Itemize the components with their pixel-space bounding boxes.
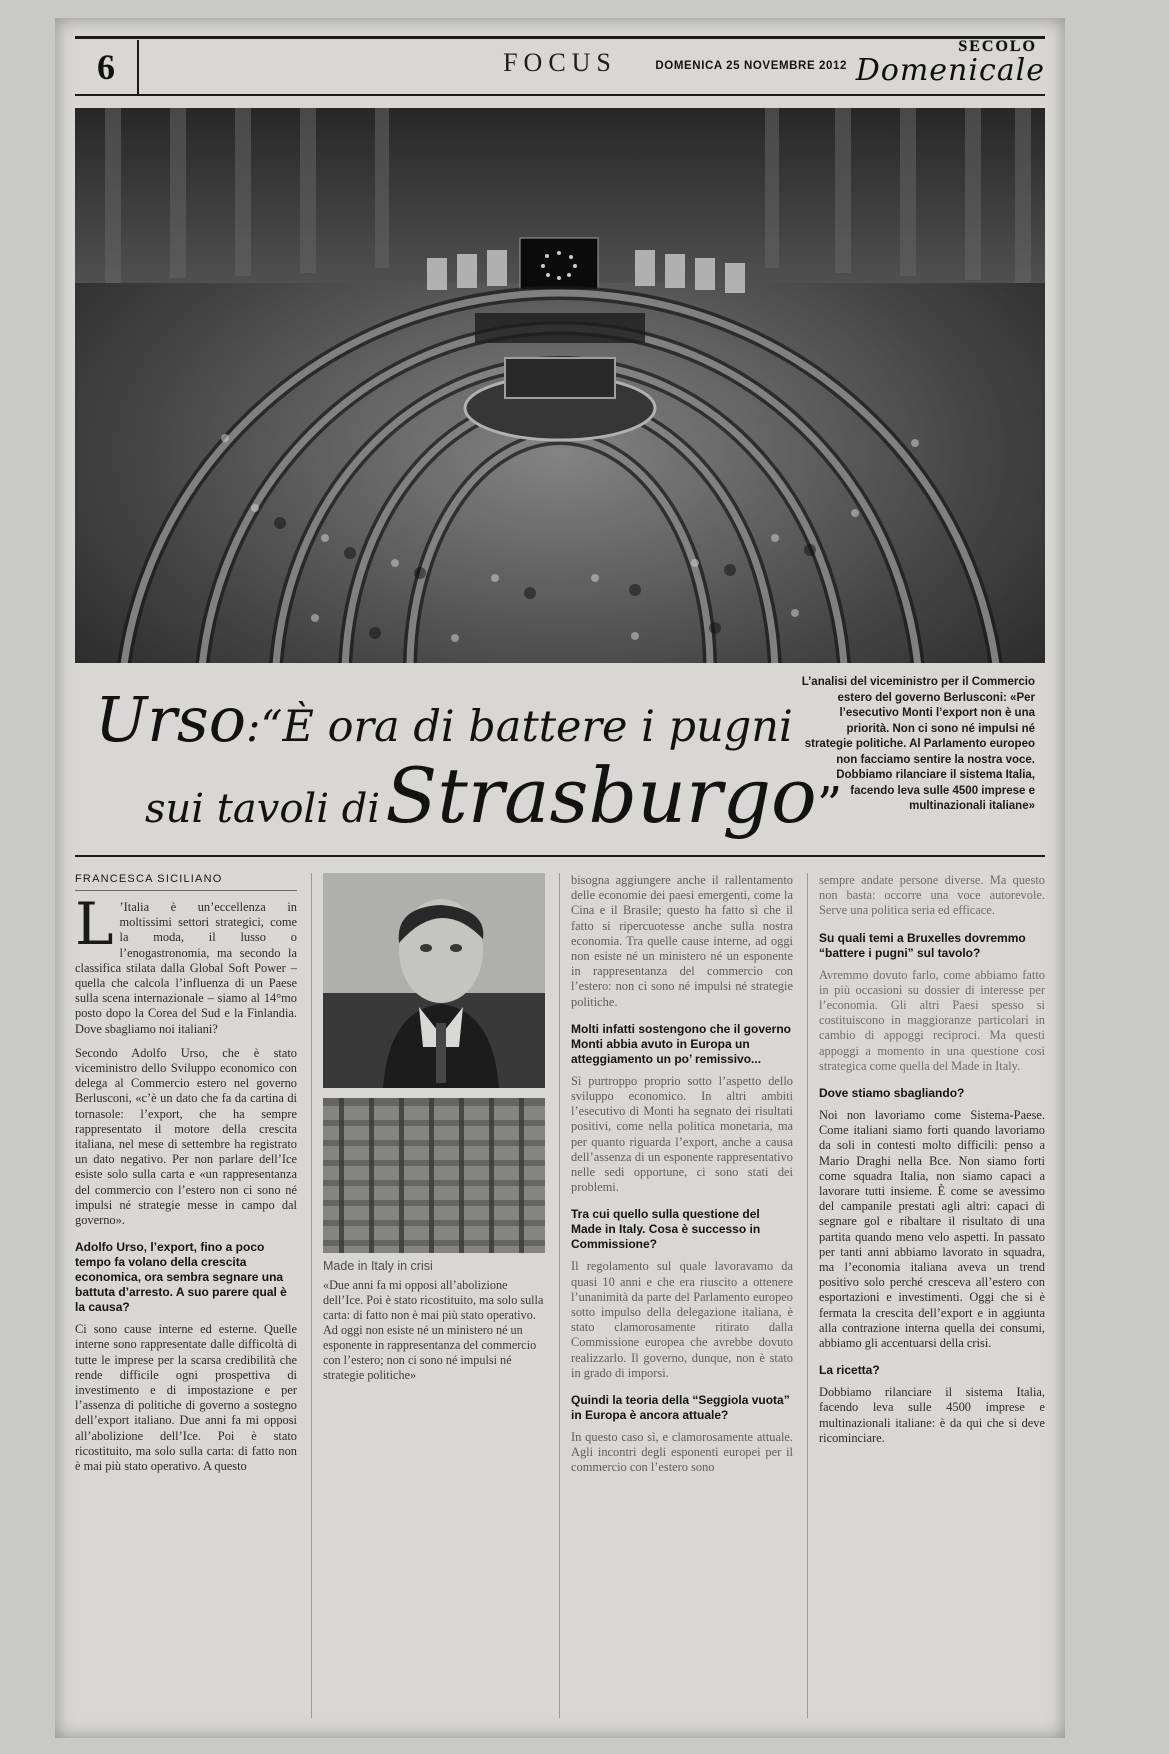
parliament-photo	[75, 108, 1045, 663]
photo-caption-title: Made in Italy in crisi	[323, 1259, 433, 1273]
paragraph: bisogna aggiungere anche il rallentamento delle economie dei paesi emergenti, come la Cina e il Brasile; questo ha fatto sì che il fatto si ripercuotesse anche sulla nostra economia. Tra quelle cause interne, ad oggi non esiste né un ministero né un esponente in rappresentanza del commercio con l’estero: non ci sono né impulsi né strategie politiche.	[571, 873, 793, 1009]
headline-sub: sui tavoli di	[145, 786, 381, 832]
question: Molti infatti sostengono che il governo Monti abbia avuto in Europa un atteggiamento un po’ remissivo...	[571, 1021, 792, 1066]
newspaper-logo	[855, 38, 1045, 94]
section-title: FOCUS	[503, 48, 617, 77]
question: Quindi la teoria della “Seggiola vuota” in Europa è ancora attuale?	[571, 1393, 790, 1423]
column-divider-1	[311, 873, 312, 1718]
headline-line-1	[95, 683, 793, 756]
logo-top-text: SECOLO	[958, 38, 1037, 55]
question: Adolfo Urso, l’export, fino a poco tempo fa volano della crescita economica, ora sembra segnare una battuta d’arresto. A suo parere qual è la causa?	[75, 1240, 287, 1315]
headline-quote-1: “È ora di battere i pugni	[260, 702, 793, 752]
headline-line-2	[145, 751, 842, 840]
photo-caption-text: «Due anni fa mi opposi all’abolizione dell’Ice. Poi è stato ricostituito, ma solo sulla carta: di fatto non è mai più stato operativo. Ad oggi non esiste né un ministero né un esponente in rappresentanza del commercio con l’estero; non ci sono né impulsi né strategie politiche»	[323, 1278, 544, 1382]
headline-closing-quote: ”	[816, 776, 843, 834]
answer: Il regolamento sul quale lavoravamo da quasi 10 anni e che era riuscito a ottenere l’unanimità da parte del Parlamento europeo sotto impulso della delegazione italiana, è stato clamorosamente ritirato dalla Commissione europea che avrebbe dovuto realizzarlo. Il governo, dunque, non è stato in grado di imporsi.	[571, 1259, 793, 1380]
headline-place: Strasburgo	[385, 751, 817, 840]
headline-name: Urso	[95, 683, 247, 756]
lead-paragraph	[75, 890, 297, 1037]
column-3	[571, 873, 793, 1485]
column-divider-2	[559, 873, 560, 1718]
answer: Dobbiamo rilanciare il sistema Italia, facendo leva sulle 4500 imprese e multinazionali italiane: è da qui che si deve ricominciare.	[819, 1385, 1045, 1445]
answer: In questo caso sì, e clamorosamente attuale. Agli incontri degli esponenti europei per il commercio con l’estero sono	[571, 1430, 793, 1475]
column-2	[323, 873, 545, 1383]
urso-portrait-photo	[323, 873, 545, 1088]
column-4	[819, 873, 1045, 1455]
headline-rule	[75, 855, 1045, 857]
lead-paragraph-text: ’Italia è un’eccellenza in moltissimi settori strategici, come la moda, il lusso o l’enogastronomia, ma secondo la classifica stilata dalla Global Soft Power – quella che calcola l’influenza di un Paese sulla scena internazionale – siamo al 14°mo posto dopo la Corea del Sud e la Finlandia. Dove sbagliamo noi italiani?	[75, 900, 297, 1036]
drop-cap: L	[75, 890, 114, 958]
page-sheet	[55, 18, 1065, 1738]
answer: Avremmo dovuto farlo, come abbiamo fatto in più occasioni su dossier di interesse per l’economia. Gli altri Paesi spesso si costituiscono in maggioranze particolari in cambio di appoggi reciproci. Ma questi appoggi a momento in una questione così strategica come quella del Made in Italy.	[819, 967, 1045, 1073]
answer: Sì purtroppo proprio sotto l’aspetto dello sviluppo economico. In altri ambiti l’esecutivo di Monti ha segnato dei risultati positivi, come nella politica monetaria, ma per quanto riguarda l’export, anche a causa dell’assenza di un esponente rappresentativo nelle sedi opportune, ci sono stati dei problemi.	[571, 1073, 793, 1195]
question: Dove stiamo sbagliando?	[819, 1086, 965, 1101]
building-photo	[323, 1098, 545, 1253]
masthead-rule-bottom	[75, 94, 1045, 96]
question: La ricetta?	[819, 1363, 880, 1378]
logo-main-text: Domenicale	[855, 53, 1045, 88]
answer: Noi non lavoriamo come Sistema-Paese. Come italiani siamo forti quando lavoriamo da soli in contesti molto difficili: penso a Mario Draghi nella Bce. Non siamo forti come squadra Italia, non siamo capaci a lavorare tutti insieme. È come se avessimo del campanile prestati agli altri: capaci di segnare gol e ribaltare il risultato di una partita quando meno velo aspetti. In passato per tanti anni abbiamo lavorato in squadra, ma l’economia italiana aveva un trend positivo solo perché cresceva all’estero con esportazioni e investimenti. Oggi che si è fermata la crescita dell’export e in aggiunta alla contrazione interna quella dei consumi, abbiamo gli accentuarsi della crisi.	[819, 1108, 1045, 1351]
article-columns	[75, 873, 1045, 1718]
column-divider-3	[807, 873, 808, 1718]
paragraph: Secondo Adolfo Urso, che è stato viceministro dello Sviluppo economico con delega al Commercio estero nel governo Berlusconi, «c’è un dato che fa da cartina di tornasole: l’export, che ha sempre rappresentato il motore della crescita italiana, nel mese di settembre ha registrato un dato negativo. Per non parlare dell’Ice esiste solo sulla carta e «un rappresentanza del commercio con l’estero non ci sono né impulsi né strategie messe in campo dal governo».	[75, 1045, 297, 1228]
column-1	[75, 873, 297, 1483]
headline-colon: :	[246, 702, 261, 752]
headline-block	[75, 673, 1045, 858]
standfirst: L’analisi del viceministro per il Commercio estero del governo Berlusconi: «Per l’esecutivo Monti l’export non è una priorità. Non ci sono né impulsi né strategie politiche. Al Parlamento europeo non facciamo sentire la nostra voce. Dobbiamo rilanciare il sistema Italia, facendo leva sulle 4500 imprese e multinazionali italiane»	[801, 676, 1035, 812]
paragraph: sempre andate persone diverse. Ma questo non basta: occorre una voce autorevole. Serve una politica seria ed efficace.	[819, 873, 1045, 918]
question: Tra cui quello sulla questione del Made in Italy. Cosa è successo in Commissione?	[571, 1207, 761, 1252]
issue-date: DOMENICA 25 NOVEMBRE 2012	[655, 60, 847, 72]
byline: FRANCESCA SICILIANO	[75, 873, 297, 891]
masthead	[75, 36, 1045, 98]
answer: Ci sono cause interne ed esterne. Quelle interne sono rappresentate dalle difficoltà di tutte le imprese per la scarsa credibilità che rende difficile ogni prospettiva di investimento e di impostazione e per l’assenza di politiche di governo a sostegno dell’export italiano. Due anni fa mi opposi all’abolizione dell’Ice. Poi è stato ricostituito, ma solo sulla carta: di fatto non è mai più stato operativo. A questo	[75, 1322, 297, 1474]
question: Su quali temi a Bruxelles dovremmo “battere i pugni” sul tavolo?	[819, 930, 1026, 960]
page-number: 6	[97, 47, 115, 87]
